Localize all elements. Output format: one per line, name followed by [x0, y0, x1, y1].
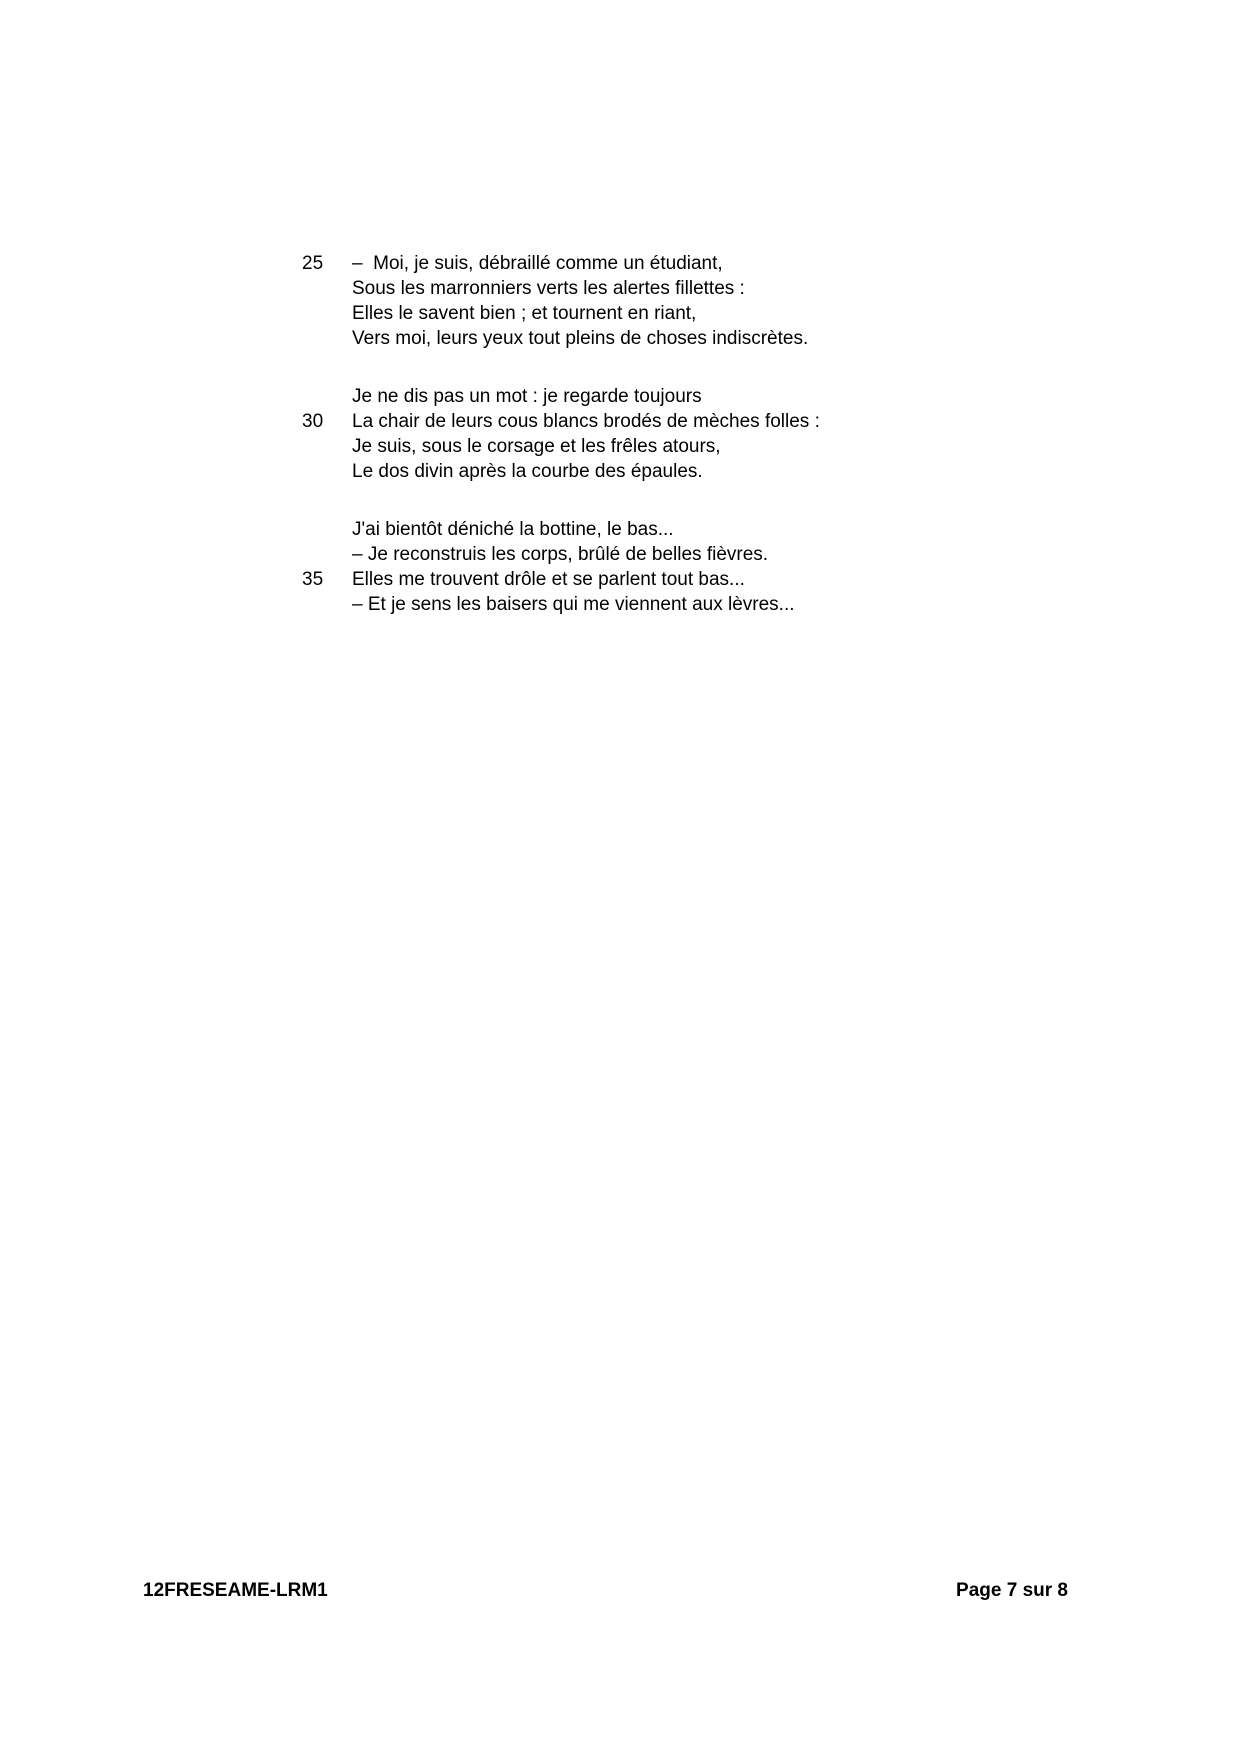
verse-line [302, 409, 820, 434]
verse-line [302, 517, 820, 542]
verse-line [302, 384, 820, 409]
verse-line [302, 542, 820, 567]
verse-text: La chair de leurs cous blancs brodés de mèches folles : [352, 411, 820, 432]
verse-text: Elles le savent bien ; et tournent en riant, [352, 303, 697, 324]
verse-line [302, 326, 820, 351]
verse-line [302, 276, 820, 301]
verse-line [302, 592, 820, 617]
verse-text: – Et je sens les baisers qui me viennent aux lèvres... [352, 594, 795, 615]
poem [302, 251, 820, 617]
verse-text: Le dos divin après la courbe des épaules. [352, 461, 703, 482]
line-number: 25 [302, 253, 324, 274]
verse-line [302, 567, 820, 592]
verse-line [302, 301, 820, 326]
stanza [302, 384, 820, 484]
footer-page-indicator: Page 7 sur 8 [956, 1580, 1068, 1601]
line-number: 30 [302, 411, 324, 432]
verse-line [302, 251, 820, 276]
verse-text: J'ai bientôt déniché la bottine, le bas... [352, 519, 674, 540]
stanza [302, 517, 820, 617]
verse-line [302, 434, 820, 459]
verse-text: Elles me trouvent drôle et se parlent tout bas... [352, 569, 745, 590]
verse-text: Je ne dis pas un mot : je regarde toujours [352, 386, 702, 407]
verse-text: Vers moi, leurs yeux tout pleins de choses indiscrètes. [352, 328, 809, 349]
verse-text: Je suis, sous le corsage et les frêles atours, [352, 436, 721, 457]
footer-document-code: 12FRESEAME-LRM1 [143, 1580, 328, 1601]
verse-line [302, 459, 820, 484]
stanza [302, 251, 820, 351]
verse-text: – Je reconstruis les corps, brûlé de belles fièvres. [352, 544, 769, 565]
verse-text: – Moi, je suis, débraillé comme un étudiant, [352, 253, 723, 274]
line-number: 35 [302, 569, 324, 590]
verse-text: Sous les marronniers verts les alertes fillettes : [352, 278, 745, 299]
